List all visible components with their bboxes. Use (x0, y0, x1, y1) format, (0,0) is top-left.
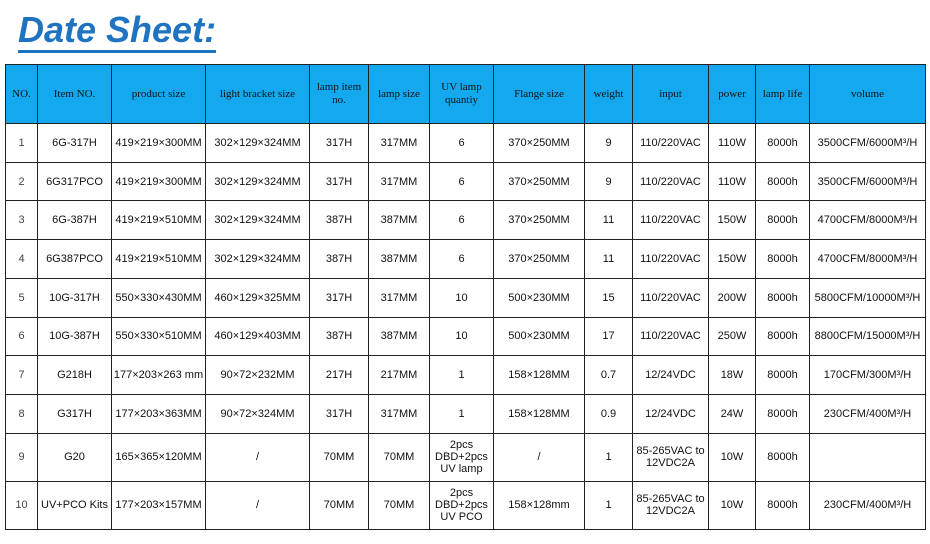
cell-lamp-item-no: 317H (310, 278, 369, 317)
cell-lamp-item-no: 317H (310, 124, 369, 163)
cell-product-size: 550×330×510MM (112, 317, 206, 356)
cell-product-size: 419×219×300MM (112, 162, 206, 201)
cell-product-size: 419×219×300MM (112, 124, 206, 163)
cell-uv-lamp-quantity: 10 (430, 317, 494, 356)
header-power: power (709, 65, 756, 124)
cell-item-no: G20 (38, 433, 112, 481)
page-title: Date Sheet: (18, 10, 216, 53)
cell-lamp-size: 317MM (369, 124, 430, 163)
cell-input: 110/220VAC (633, 317, 709, 356)
cell-flange-size: 500×230MM (494, 278, 585, 317)
cell-power: 110W (709, 162, 756, 201)
header-lamp-size: lamp size (369, 65, 430, 124)
header-no: NO. (6, 65, 38, 124)
cell-power: 150W (709, 240, 756, 279)
cell-power: 110W (709, 124, 756, 163)
cell-lamp-life: 8000h (756, 124, 810, 163)
cell-lamp-item-no: 387H (310, 201, 369, 240)
cell-lamp-size: 387MM (369, 240, 430, 279)
cell-flange-size: 370×250MM (494, 201, 585, 240)
cell-lamp-size: 317MM (369, 278, 430, 317)
header-input: input (633, 65, 709, 124)
cell-power: 200W (709, 278, 756, 317)
header-lamp-life: lamp life (756, 65, 810, 124)
cell-lamp-item-no: 317H (310, 162, 369, 201)
data-sheet-table (5, 64, 926, 530)
cell-input: 85-265VAC to 12VDC2A (633, 481, 709, 529)
cell-no: 4 (6, 240, 38, 279)
cell-input: 85-265VAC to 12VDC2A (633, 433, 709, 481)
cell-input: 110/220VAC (633, 201, 709, 240)
cell-item-no: 10G-317H (38, 278, 112, 317)
cell-lamp-item-no: 387H (310, 317, 369, 356)
table-body (6, 124, 926, 530)
cell-weight: 15 (585, 278, 633, 317)
cell-power: 150W (709, 201, 756, 240)
cell-uv-lamp-quantity: 1 (430, 356, 494, 395)
header-light-bracket-size: light bracket size (206, 65, 310, 124)
cell-item-no: UV+PCO Kits (38, 481, 112, 529)
cell-power: 10W (709, 481, 756, 529)
cell-lamp-size: 317MM (369, 394, 430, 433)
header-flange-size: Flange size (494, 65, 585, 124)
cell-light-bracket-size: 460×129×403MM (206, 317, 310, 356)
header-product-size: product size (112, 65, 206, 124)
cell-volume: 4700CFM/8000M³/H (810, 201, 926, 240)
cell-product-size: 419×219×510MM (112, 201, 206, 240)
cell-no: 8 (6, 394, 38, 433)
cell-volume: 3500CFM/6000M³/H (810, 162, 926, 201)
table-row (6, 394, 926, 433)
cell-weight: 1 (585, 481, 633, 529)
cell-uv-lamp-quantity: 10 (430, 278, 494, 317)
header-weight: weight (585, 65, 633, 124)
header-volume: volume (810, 65, 926, 124)
cell-power: 18W (709, 356, 756, 395)
cell-lamp-life: 8000h (756, 201, 810, 240)
table-row (6, 124, 926, 163)
cell-volume: 170CFM/300M³/H (810, 356, 926, 395)
cell-item-no: G317H (38, 394, 112, 433)
header-row (6, 65, 926, 124)
cell-lamp-size: 387MM (369, 201, 430, 240)
cell-item-no: 6G-317H (38, 124, 112, 163)
cell-product-size: 177×203×157MM (112, 481, 206, 529)
cell-weight: 1 (585, 433, 633, 481)
cell-no: 9 (6, 433, 38, 481)
cell-flange-size: 500×230MM (494, 317, 585, 356)
table-row (6, 481, 926, 529)
cell-lamp-item-no: 217H (310, 356, 369, 395)
cell-product-size: 550×330×430MM (112, 278, 206, 317)
cell-item-no: 6G317PCO (38, 162, 112, 201)
cell-lamp-life: 8000h (756, 162, 810, 201)
cell-product-size: 177×203×263 mm (112, 356, 206, 395)
cell-lamp-life: 8000h (756, 317, 810, 356)
cell-input: 110/220VAC (633, 124, 709, 163)
cell-item-no: G218H (38, 356, 112, 395)
cell-lamp-size: 387MM (369, 317, 430, 356)
cell-lamp-life: 8000h (756, 240, 810, 279)
cell-input: 110/220VAC (633, 278, 709, 317)
cell-uv-lamp-quantity: 2pcs DBD+2pcs UV lamp (430, 433, 494, 481)
cell-light-bracket-size: 90×72×232MM (206, 356, 310, 395)
cell-input: 12/24VDC (633, 394, 709, 433)
cell-light-bracket-size: / (206, 481, 310, 529)
cell-lamp-life: 8000h (756, 433, 810, 481)
cell-light-bracket-size: 302×129×324MM (206, 162, 310, 201)
cell-no: 7 (6, 356, 38, 395)
cell-weight: 0.7 (585, 356, 633, 395)
cell-lamp-life: 8000h (756, 481, 810, 529)
table-row (6, 433, 926, 481)
cell-weight: 11 (585, 201, 633, 240)
cell-uv-lamp-quantity: 2pcs DBD+2pcs UV PCO (430, 481, 494, 529)
cell-input: 110/220VAC (633, 162, 709, 201)
cell-flange-size: 370×250MM (494, 124, 585, 163)
cell-no: 2 (6, 162, 38, 201)
cell-no: 3 (6, 201, 38, 240)
cell-product-size: 177×203×363MM (112, 394, 206, 433)
cell-uv-lamp-quantity: 6 (430, 201, 494, 240)
header-lamp-item-no: lamp item no. (310, 65, 369, 124)
cell-uv-lamp-quantity: 1 (430, 394, 494, 433)
cell-no: 6 (6, 317, 38, 356)
table-row (6, 278, 926, 317)
table-row (6, 201, 926, 240)
cell-power: 250W (709, 317, 756, 356)
cell-input: 12/24VDC (633, 356, 709, 395)
cell-weight: 9 (585, 162, 633, 201)
cell-flange-size: 158×128MM (494, 394, 585, 433)
cell-no: 10 (6, 481, 38, 529)
cell-lamp-item-no: 70MM (310, 481, 369, 529)
cell-product-size: 419×219×510MM (112, 240, 206, 279)
cell-volume: 4700CFM/8000M³/H (810, 240, 926, 279)
cell-light-bracket-size: 302×129×324MM (206, 240, 310, 279)
cell-flange-size: / (494, 433, 585, 481)
cell-volume (810, 433, 926, 481)
cell-flange-size: 370×250MM (494, 162, 585, 201)
cell-weight: 9 (585, 124, 633, 163)
cell-power: 10W (709, 433, 756, 481)
cell-no: 5 (6, 278, 38, 317)
cell-volume: 230CFM/400M³/H (810, 394, 926, 433)
cell-item-no: 10G-387H (38, 317, 112, 356)
cell-item-no: 6G-387H (38, 201, 112, 240)
cell-lamp-size: 317MM (369, 162, 430, 201)
cell-item-no: 6G387PCO (38, 240, 112, 279)
table-row (6, 356, 926, 395)
cell-lamp-item-no: 70MM (310, 433, 369, 481)
cell-flange-size: 158×128mm (494, 481, 585, 529)
cell-light-bracket-size: / (206, 433, 310, 481)
table-row (6, 240, 926, 279)
cell-flange-size: 370×250MM (494, 240, 585, 279)
cell-light-bracket-size: 302×129×324MM (206, 124, 310, 163)
cell-light-bracket-size: 302×129×324MM (206, 201, 310, 240)
cell-lamp-size: 70MM (369, 433, 430, 481)
cell-lamp-life: 8000h (756, 278, 810, 317)
cell-input: 110/220VAC (633, 240, 709, 279)
cell-lamp-size: 217MM (369, 356, 430, 395)
cell-volume: 5800CFM/10000M³/H (810, 278, 926, 317)
cell-power: 24W (709, 394, 756, 433)
cell-uv-lamp-quantity: 6 (430, 240, 494, 279)
cell-lamp-item-no: 317H (310, 394, 369, 433)
cell-light-bracket-size: 90×72×324MM (206, 394, 310, 433)
cell-uv-lamp-quantity: 6 (430, 162, 494, 201)
cell-volume: 230CFM/400M³/H (810, 481, 926, 529)
cell-weight: 0.9 (585, 394, 633, 433)
cell-lamp-life: 8000h (756, 356, 810, 395)
cell-lamp-size: 70MM (369, 481, 430, 529)
cell-uv-lamp-quantity: 6 (430, 124, 494, 163)
cell-product-size: 165×365×120MM (112, 433, 206, 481)
cell-weight: 11 (585, 240, 633, 279)
table-row (6, 162, 926, 201)
cell-flange-size: 158×128MM (494, 356, 585, 395)
cell-light-bracket-size: 460×129×325MM (206, 278, 310, 317)
cell-volume: 8800CFM/15000M³/H (810, 317, 926, 356)
cell-volume: 3500CFM/6000M³/H (810, 124, 926, 163)
cell-lamp-life: 8000h (756, 394, 810, 433)
cell-no: 1 (6, 124, 38, 163)
header-item-no: Item NO. (38, 65, 112, 124)
cell-weight: 17 (585, 317, 633, 356)
table-row (6, 317, 926, 356)
header-uv-lamp-quantity: UV lamp quantiy (430, 65, 494, 124)
cell-lamp-item-no: 387H (310, 240, 369, 279)
